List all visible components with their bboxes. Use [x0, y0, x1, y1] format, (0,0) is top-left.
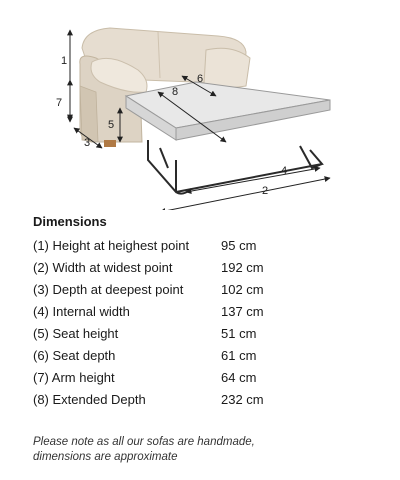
dim-line-4 [186, 168, 320, 192]
dimension-value: 64 cm [221, 370, 257, 385]
dim-line-2 [160, 178, 330, 210]
dimension-label: (7) Arm height [33, 370, 115, 385]
note-line-2: dimensions are approximate [33, 451, 178, 463]
bed-frame [148, 140, 322, 194]
dimension-row [33, 346, 373, 368]
dimension-label: (3) Depth at deepest point [33, 282, 184, 297]
dimension-label: (1) Height at heighest point [33, 238, 190, 253]
dimension-label: (2) Width at widest point [33, 260, 173, 275]
handmade-note [33, 435, 373, 465]
dim-label-5: 5 [108, 119, 115, 131]
dimension-label: (6) Seat depth [33, 348, 116, 363]
dimension-row [33, 324, 373, 346]
sofa-bed-diagram [0, 0, 400, 210]
dimensions-list [33, 236, 373, 412]
dim-label-6: 6 [197, 73, 204, 85]
sofa-leg-left [104, 140, 116, 147]
dimension-value: 95 cm [221, 238, 257, 253]
dimension-value: 102 cm [221, 282, 264, 297]
dim-label-4: 4 [281, 165, 288, 177]
dimension-label: (8) Extended Depth [33, 392, 146, 407]
dimension-row [33, 236, 373, 258]
dimension-value: 192 cm [221, 260, 264, 275]
note-line-1: Please note as all our sofas are handmade, [33, 436, 255, 448]
dimension-row [33, 280, 373, 302]
dim-label-8: 8 [172, 86, 179, 98]
dimension-value: 232 cm [221, 392, 264, 407]
dimension-row [33, 302, 373, 324]
dimension-label: (5) Seat height [33, 326, 119, 341]
dimension-value: 51 cm [221, 326, 257, 341]
back-cushion-right [204, 48, 250, 87]
dimension-row [33, 390, 373, 412]
dimension-row [33, 368, 373, 390]
dimension-label: (4) Internal width [33, 304, 130, 319]
mattress [126, 82, 330, 140]
dim-label-7: 7 [56, 97, 63, 109]
dim-label-3: 3 [84, 137, 91, 149]
dimension-row [33, 258, 373, 280]
dim-label-1: 1 [61, 55, 68, 67]
dim-label-2: 2 [262, 185, 269, 197]
dimension-value: 61 cm [221, 348, 257, 363]
dimension-value: 137 cm [221, 304, 264, 319]
dimensions-heading: Dimensions [33, 214, 107, 229]
